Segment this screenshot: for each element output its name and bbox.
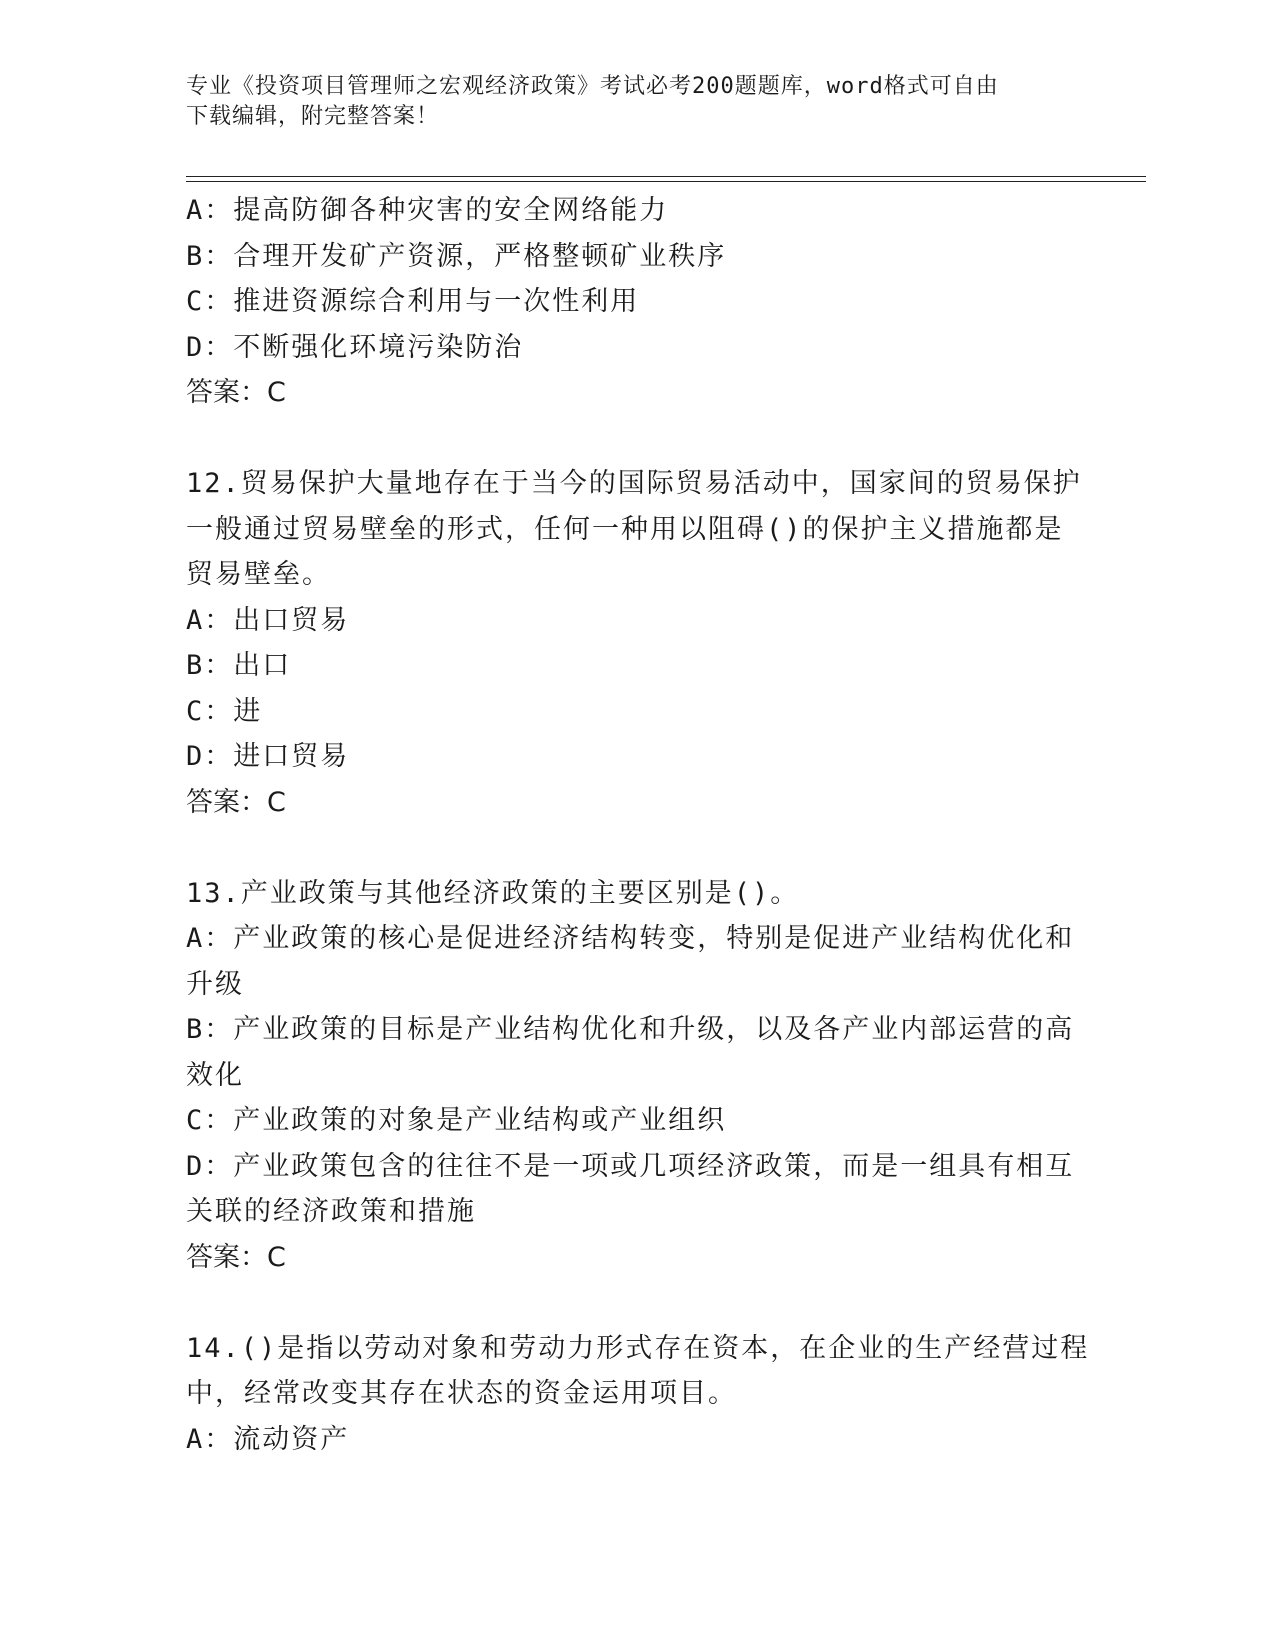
q11-option-d: D：不断强化环境污染防治 (186, 331, 524, 363)
q12-option-d: D：进口贸易 (186, 741, 350, 772)
q12-answer: 答案：C (186, 786, 286, 818)
spacer (186, 1280, 1076, 1326)
question-12-block (186, 461, 1082, 825)
q13-option-d-line-2: 关联的经济政策和措施 (186, 1196, 476, 1227)
q13-option-c: C：产业政策的对象是产业结构或产业组织 (186, 1105, 727, 1136)
q12-option-c: C：进 (186, 695, 263, 727)
q14-stem-line-1: 14.()是指以劳动对象和劳动力形式存在资本，在企业的生产经营过程 (186, 1332, 1090, 1364)
document-header (186, 72, 1066, 132)
q12-stem-line-2: 一般通过贸易壁垒的形式，任何一种用以阻碍()的保护主义措施都是 (186, 513, 1064, 545)
question-14-block (186, 1326, 1090, 1463)
q12-stem-line-3: 贸易壁垒。 (186, 559, 331, 590)
spacer (186, 825, 1076, 871)
q13-option-d-line-1: D：产业政策包含的往往不是一项或几项经济政策，而是一组具有相互 (186, 1150, 1075, 1182)
header-divider-bottom (186, 181, 1146, 182)
q12-option-a: A：出口贸易 (186, 604, 350, 636)
q12-stem-line-1: 12.贸易保护大量地存在于当今的国际贸易活动中，国家间的贸易保护 (186, 468, 1082, 499)
q13-answer: 答案：C (186, 1241, 286, 1273)
q13-option-b-line-1: B：产业政策的目标是产业结构优化和升级，以及各产业内部运营的高 (186, 1014, 1075, 1045)
q14-option-a: A：流动资产 (186, 1423, 350, 1455)
q14-stem-line-2: 中，经常改变其存在状态的资金运用项目。 (186, 1378, 737, 1409)
question-11-block (186, 188, 1076, 416)
q11-answer: 答案：C (186, 377, 286, 408)
header-title-line-1: 专业《投资项目管理师之宏观经济政策》考试必考200题题库，word格式可自由 (186, 74, 999, 99)
q11-option-b: B：合理开发矿产资源，严格整顿矿业秩序 (186, 240, 727, 272)
header-divider-top (186, 176, 1146, 177)
question-content (186, 188, 1090, 1462)
q12-option-b: B：出口 (186, 650, 292, 681)
q11-option-a: A：提高防御各种灾害的安全网络能力 (186, 195, 669, 226)
header-title-line-2: 下载编辑，附完整答案！ (186, 104, 440, 129)
q13-stem-line-1: 13.产业政策与其他经济政策的主要区别是()。 (186, 877, 800, 909)
spacer (186, 416, 1076, 462)
q13-option-a-line-1: A：产业政策的核心是促进经济结构转变，特别是促进产业结构优化和 (186, 923, 1075, 954)
question-13-block (186, 871, 1076, 1281)
q11-option-c: C：推进资源综合利用与一次性利用 (186, 286, 640, 317)
q13-option-b-line-2: 效化 (186, 1059, 244, 1091)
q13-option-a-line-2: 升级 (186, 968, 244, 1000)
